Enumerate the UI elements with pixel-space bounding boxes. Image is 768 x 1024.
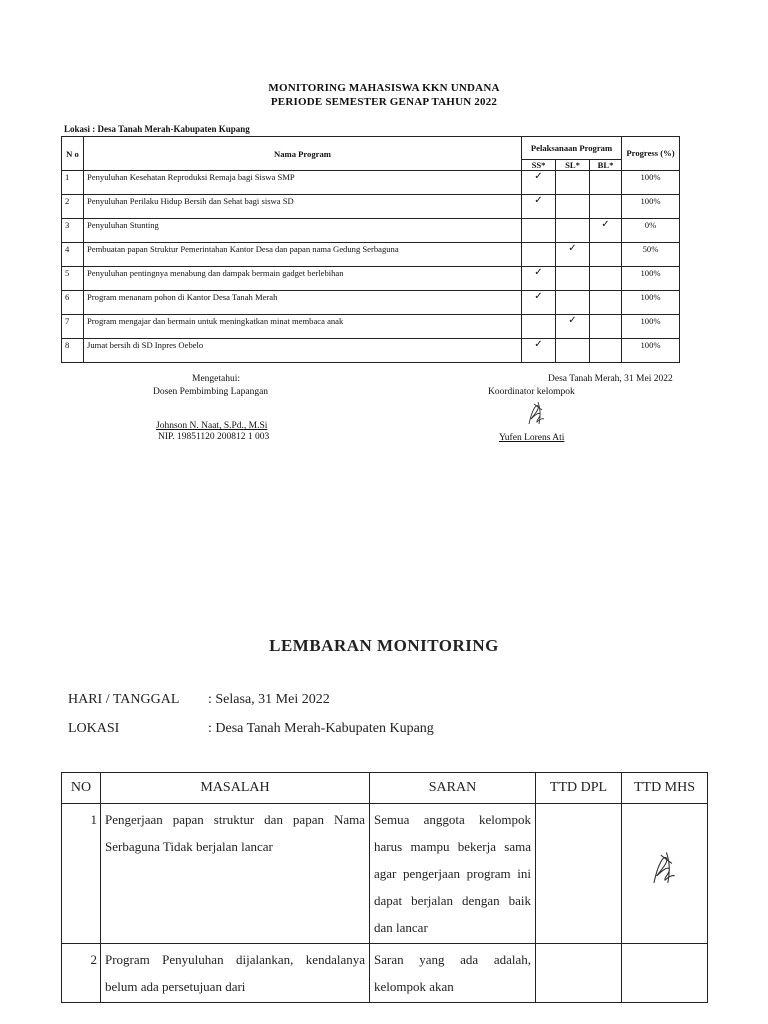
- header-ss: SS*: [522, 160, 556, 171]
- program-progress: 100%: [622, 195, 680, 219]
- status-sl: [556, 315, 590, 339]
- program-table-body: [62, 171, 680, 363]
- header-sl: SL*: [556, 160, 590, 171]
- left-role: Dosen Pembimbing Lapangan: [153, 387, 269, 397]
- header-bl: BL*: [590, 160, 622, 171]
- status-ss: [522, 171, 556, 195]
- program-no: 5: [62, 267, 84, 291]
- program-row: [62, 339, 680, 363]
- coordinator-signature: [524, 400, 550, 428]
- program-progress: 50%: [622, 243, 680, 267]
- program-no: 7: [62, 315, 84, 339]
- program-name: Pembuatan papan Struktur Pemerintahan Kantor Desa dan papan nama Gedung Serbaguna: [84, 243, 522, 267]
- status-bl: [590, 267, 622, 291]
- check-icon: ✓: [534, 339, 543, 350]
- header-program: Nama Program: [84, 137, 522, 171]
- status-bl: [590, 171, 622, 195]
- issue-masalah: Program Penyuluhan dijalankan, kendalanya belum ada persetujuan dari: [101, 944, 370, 1003]
- location-label: Lokasi : Desa Tanah Merah-Kabupaten Kupang: [64, 124, 250, 134]
- issue-saran: Semua anggota kelompok harus mampu bekerja sama agar pengerjaan program ini dapat berjalan dengan baik dan lancar: [370, 804, 536, 944]
- check-icon: ✓: [568, 315, 577, 326]
- right-signer-name: Yufen Lorens Ati: [499, 433, 565, 443]
- program-no: 4: [62, 243, 84, 267]
- left-signer-nip: NIP. 19851120 200812 1 003: [158, 432, 270, 442]
- status-sl: [556, 267, 590, 291]
- header-masalah: MASALAH: [101, 773, 370, 804]
- status-ss: [522, 315, 556, 339]
- issue-ttd-mhs: [622, 804, 708, 944]
- check-icon: ✓: [534, 171, 543, 182]
- program-no: 8: [62, 339, 84, 363]
- status-bl: [590, 243, 622, 267]
- lokasi-label: LOKASI: [68, 721, 120, 736]
- program-table: [61, 136, 680, 363]
- header-ttd-dpl: TTD DPL: [536, 773, 622, 804]
- header-saran: SARAN: [370, 773, 536, 804]
- left-caption: Mengetahui:: [192, 374, 241, 384]
- left-signer-name: Johnson N. Naat, S.Pd., M.Si: [156, 421, 268, 431]
- program-row: [62, 291, 680, 315]
- status-ss: [522, 243, 556, 267]
- status-bl: [590, 219, 622, 243]
- lokasi-value: : Desa Tanah Merah-Kabupaten Kupang: [208, 721, 434, 736]
- header-no: NO: [62, 773, 101, 804]
- status-sl: [556, 243, 590, 267]
- program-no: 3: [62, 219, 84, 243]
- program-progress: 100%: [622, 315, 680, 339]
- student-signature: [647, 848, 683, 890]
- program-name: Penyuluhan Kesehatan Reproduksi Remaja bagi Siswa SMP: [84, 171, 522, 195]
- day-label: HARI / TANGGAL: [68, 692, 180, 707]
- status-ss: [522, 291, 556, 315]
- program-row: [62, 315, 680, 339]
- check-icon: ✓: [534, 195, 543, 206]
- check-icon: ✓: [534, 267, 543, 278]
- check-icon: ✓: [568, 243, 577, 254]
- program-name: Program menanam pohon di Kantor Desa Tanah Merah: [84, 291, 522, 315]
- program-no: 2: [62, 195, 84, 219]
- lembaran-title: LEMBARAN MONITORING: [269, 636, 499, 655]
- program-row: [62, 267, 680, 291]
- program-no: 6: [62, 291, 84, 315]
- status-ss: [522, 219, 556, 243]
- status-sl: [556, 219, 590, 243]
- status-bl: [590, 291, 622, 315]
- status-bl: [590, 339, 622, 363]
- issue-ttd-mhs: [622, 944, 708, 1003]
- header-no: N o: [62, 137, 84, 171]
- issue-no: 1: [62, 804, 101, 944]
- status-sl: [556, 195, 590, 219]
- program-name: Jumat bersih di SD Inpres Oebelo: [84, 339, 522, 363]
- program-progress: 100%: [622, 339, 680, 363]
- program-name: Penyuluhan pentingnya menabung dan dampak bermain gadget berlebihan: [84, 267, 522, 291]
- check-icon: ✓: [534, 291, 543, 302]
- day-value: : Selasa, 31 Mei 2022: [208, 692, 330, 707]
- issue-masalah: Pengerjaan papan struktur dan papan Nama Serbaguna Tidak berjalan lancar: [101, 804, 370, 944]
- program-no: 1: [62, 171, 84, 195]
- program-name: Program mengajar dan bermain untuk meningkatkan minat membaca anak: [84, 315, 522, 339]
- program-progress: 100%: [622, 267, 680, 291]
- issue-ttd-dpl: [536, 944, 622, 1003]
- status-ss: [522, 267, 556, 291]
- program-name: Penyuluhan Stunting: [84, 219, 522, 243]
- right-role: Koordinator kelompok: [488, 387, 575, 397]
- issue-no: 2: [62, 944, 101, 1003]
- status-ss: [522, 339, 556, 363]
- issue-saran: Saran yang ada adalah, kelompok akan: [370, 944, 536, 1003]
- right-date-place: Desa Tanah Merah, 31 Mei 2022: [548, 374, 673, 384]
- document-subtitle: PERIODE SEMESTER GENAP TAHUN 2022: [270, 96, 498, 108]
- status-ss: [522, 195, 556, 219]
- program-row: [62, 219, 680, 243]
- header-ttd-mhs: TTD MHS: [622, 773, 708, 804]
- status-bl: [590, 195, 622, 219]
- issue-ttd-dpl: [536, 804, 622, 944]
- header-pelaksanaan: Pelaksanaan Program: [522, 137, 622, 160]
- monitoring-issues-table: [61, 772, 708, 1003]
- program-progress: 100%: [622, 291, 680, 315]
- status-sl: [556, 339, 590, 363]
- status-sl: [556, 291, 590, 315]
- program-progress: 100%: [622, 171, 680, 195]
- program-row: [62, 195, 680, 219]
- program-name: Penyuluhan Perilaku Hidup Bersih dan Sehat bagi siswa SD: [84, 195, 522, 219]
- program-row: [62, 171, 680, 195]
- status-bl: [590, 315, 622, 339]
- status-sl: [556, 171, 590, 195]
- check-icon: ✓: [601, 219, 610, 230]
- program-progress: 0%: [622, 219, 680, 243]
- program-row: [62, 243, 680, 267]
- document-title: MONITORING MAHASISWA KKN UNDANA: [268, 82, 500, 94]
- header-progress: Progress (%): [622, 137, 680, 171]
